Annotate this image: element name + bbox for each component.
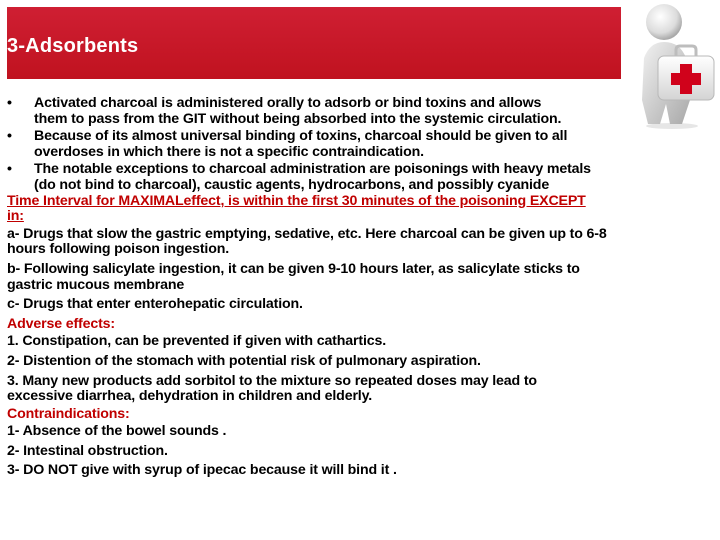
- exception-item: [7, 297, 719, 313]
- exception-line: c- Drugs that enter enterohepatic circulation.: [7, 296, 303, 313]
- contraindication-item: 1- Absence of the bowel sounds .: [7, 423, 227, 440]
- bullet-line: Because of its almost universal binding of toxins, charcoal should be given to all: [34, 128, 568, 145]
- title-banner: [7, 7, 621, 79]
- bullet-line: The notable exceptions to charcoal administration are poisonings with heavy metals: [34, 161, 591, 178]
- contraindication-item: 3- DO NOT give with syrup of ipecac because it will bind it .: [7, 462, 397, 479]
- exception-line: hours following poison ingestion.: [7, 241, 230, 258]
- bullet-item: [7, 162, 719, 193]
- slide-body: [7, 96, 719, 479]
- bullet-item: [7, 96, 719, 127]
- bullet-line: (do not bind to charcoal), caustic agents, hydrocarbons, and possibly cyanide: [34, 176, 550, 193]
- slide-title: 3-Adsorbents: [7, 35, 139, 57]
- time-interval-heading: [7, 194, 719, 225]
- exception-line: a- Drugs that slow the gastric emptying, sedative, etc. Here charcoal can be given up to 6-8: [7, 225, 607, 242]
- bullet-line: them to pass from the GIT without being absorbed into the systemic circulation.: [34, 110, 562, 127]
- bullet-dot: •: [7, 95, 12, 111]
- time-interval-line: in:: [7, 208, 24, 225]
- adverse-item: 1. Constipation, can be prevented if given with cathartics.: [7, 333, 387, 350]
- exception-item: [7, 227, 719, 258]
- exception-line: b- Following salicylate ingestion, it can be given 9-10 hours later, as salicylate sticks to: [7, 260, 580, 277]
- adverse-item: 2- Distention of the stomach with potential risk of pulmonary aspiration.: [7, 352, 481, 369]
- bullet-line: Activated charcoal is administered orally to adsorb or bind toxins and allows: [34, 95, 542, 111]
- bullet-dot: •: [7, 128, 12, 145]
- bullet-item: [7, 129, 719, 160]
- exception-item: [7, 262, 719, 293]
- time-interval-line: Time Interval for MAXIMALeffect, is within the first 30 minutes of the poisoning EXCEPT: [7, 192, 586, 209]
- adverse-item: [7, 374, 719, 405]
- bullet-line: overdoses in which there is not a specific contraindication.: [34, 143, 424, 160]
- contraindications-heading: Contraindications:: [7, 405, 130, 422]
- bullet-dot: •: [7, 161, 12, 178]
- adverse-line: 3. Many new products add sorbitol to the mixture so repeated doses may lead to: [7, 372, 537, 389]
- adverse-line: excessive diarrhea, dehydration in children and elderly.: [7, 388, 373, 405]
- contraindication-item: 2- Intestinal obstruction.: [7, 442, 168, 459]
- exception-line: gastric mucous membrane: [7, 276, 185, 293]
- adverse-effects-heading: Adverse effects:: [7, 315, 115, 332]
